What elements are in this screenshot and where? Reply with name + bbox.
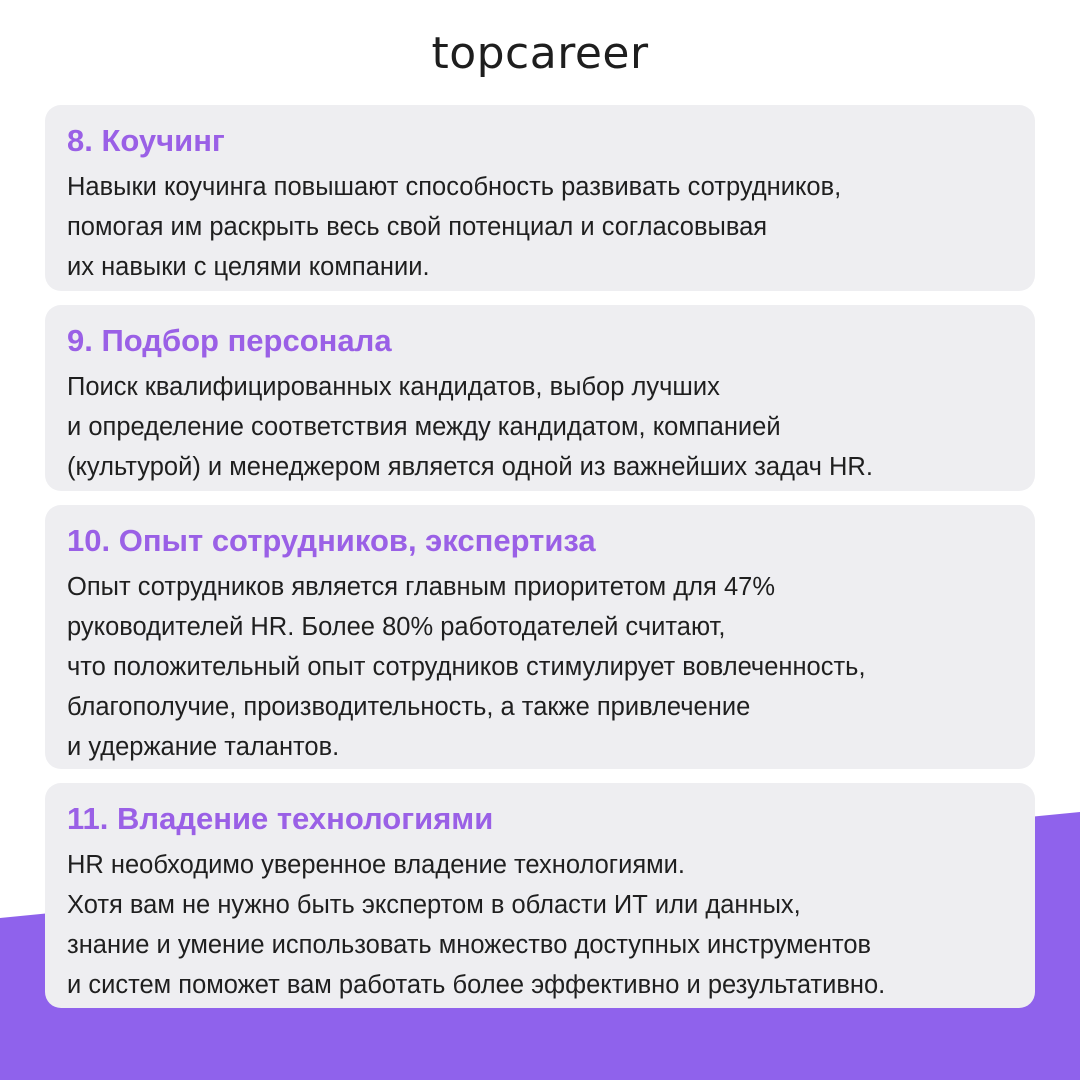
card-technology — [45, 783, 1035, 1008]
card-body-line: Поиск квалифицированных кандидатов, выбор лучших — [67, 373, 720, 401]
card-body — [67, 167, 1013, 287]
card-body — [67, 367, 1013, 487]
card-title: 9. Подбор персонала — [67, 323, 392, 358]
card-employee-experience — [45, 505, 1035, 769]
card-body-line: что положительный опыт сотрудников стимулирует вовлеченность, — [67, 653, 866, 681]
card-body — [67, 845, 1013, 1005]
card-title: 10. Опыт сотрудников, экспертиза — [67, 523, 596, 558]
card-body-line: знание и умение использовать множество доступных инструментов — [67, 931, 872, 959]
card-body-line: Опыт сотрудников является главным приоритетом для 47% — [67, 573, 775, 601]
card-body-line: благополучие, производительность, а также привлечение — [67, 693, 751, 721]
card-title: 11. Владение технологиями — [67, 801, 494, 836]
card-recruitment — [45, 305, 1035, 491]
card-body-line: их навыки с целями компании. — [67, 253, 430, 281]
card-body-line: и систем поможет вам работать более эффективно и результативно. — [67, 971, 886, 999]
card-body-line: HR необходимо уверенное владение технологиями. — [67, 851, 686, 879]
brand-logo: topcareer — [431, 28, 649, 79]
card-body — [67, 567, 1013, 767]
card-body-line: и удержание талантов. — [67, 733, 340, 761]
card-body-line: Навыки коучинга повышают способность развивать сотрудников, — [67, 173, 842, 201]
card-title: 8. Коучинг — [67, 123, 225, 158]
card-body-line: и определение соответствия между кандидатом, компанией — [67, 413, 781, 441]
card-body-line: помогая им раскрыть весь свой потенциал и согласовывая — [67, 213, 768, 241]
card-coaching — [45, 105, 1035, 291]
card-body-line: (культурой) и менеджером является одной из важнейших задач HR. — [67, 453, 873, 481]
card-body-line: Хотя вам не нужно быть экспертом в области ИТ или данных, — [67, 891, 801, 919]
card-body-line: руководителей HR. Более 80% работодателей считают, — [67, 613, 726, 641]
